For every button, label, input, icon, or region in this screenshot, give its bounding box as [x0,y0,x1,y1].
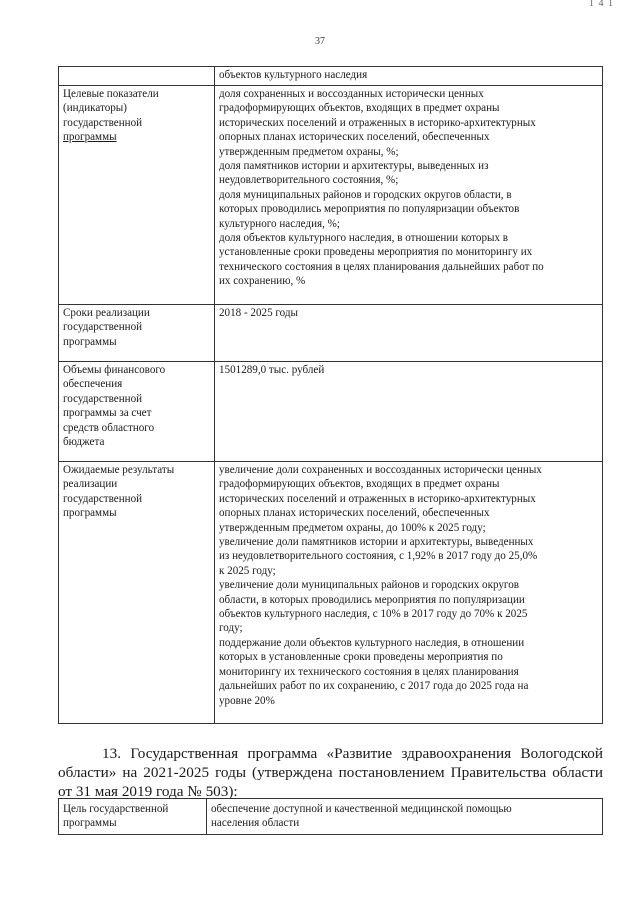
row-label: Ожидаемые результаты реализации государственной программы [59,462,215,724]
table-row [59,86,603,305]
row-value: доля сохраненных и воссозданных исторически ценных градоформирующих объектов, входящих в предмет охраны исторических поселений и отраженных в историко-архитектурных опорных планах исторических поселений, обеспеченных утвержденным предметом охраны, %; доля памятников истории и архитектуры, выведенных из неудовлетворительного состояния, %; доля муниципальных районов и городских округов области, в которых проводились мероприятия по популяризации объектов культурного наследия, %; доля объектов культурного наследия, в отношении которых в установленные сроки проведены мероприятия по мониторингу их технического состояния в целях планирования дальнейших работ по их сохранению, % [215,86,603,305]
row-label: Цель государственной программы [59,799,207,835]
row-label: Объемы финансового обеспечения государственной программы за счет средств областного бюджета [59,362,215,462]
row-label: Сроки реализации государственной программы [59,305,215,362]
program-passport-table-13 [58,798,603,835]
page-number: 37 [315,36,325,47]
row-value: 1501289,0 тыс. рублей [215,362,603,462]
table-row [59,362,603,462]
program-passport-table [58,66,603,724]
table-row [59,305,603,362]
table-row [59,67,603,86]
row-value: увеличение доли сохраненных и воссозданных исторически ценных градоформирующих объектов, входящих в предмет охраны исторических поселений и отраженных в историко-архитектурных опорных планах исторических поселений, обеспеченных утвержденным предметом охраны, до 100% к 2025 году; увеличение доли памятников истории и архитектуры, выведенных из неудовлетворительного состояния, с 1,92% в 2017 году до 25,0% к 2025 году; увеличение доли муниципальных районов и городских округов области, в которых проводились мероприятия по популяризации объектов культурного наследия, с 10% в 2017 году до 70% к 2025 году; поддержание доли объектов культурного наследия, в отношении которых в установленные сроки проведены мероприятия по мониторингу их технического состояния в целях планирования дальнейших работ по их сохранению, с 2017 года до 2025 года на уровне 20% [215,462,603,724]
row-label: Целевые показатели (индикаторы) государственной программы [59,86,215,305]
table-row [59,799,603,835]
row-label [59,67,215,86]
section-paragraph: 13. Государственная программа «Развитие здравоохранения Вологодской области» на 2021-2025 годы (утверждена постановлением Правительства области от 31 мая 2019 года № 503): [58,745,603,800]
row-value: 2018 - 2025 годы [215,305,603,362]
corner-mark: 1 4 1 [589,0,614,9]
row-value: объектов культурного наследия [215,67,603,86]
row-value: обеспечение доступной и качественной медицинской помощью населения области [207,799,603,835]
table-row [59,462,603,724]
